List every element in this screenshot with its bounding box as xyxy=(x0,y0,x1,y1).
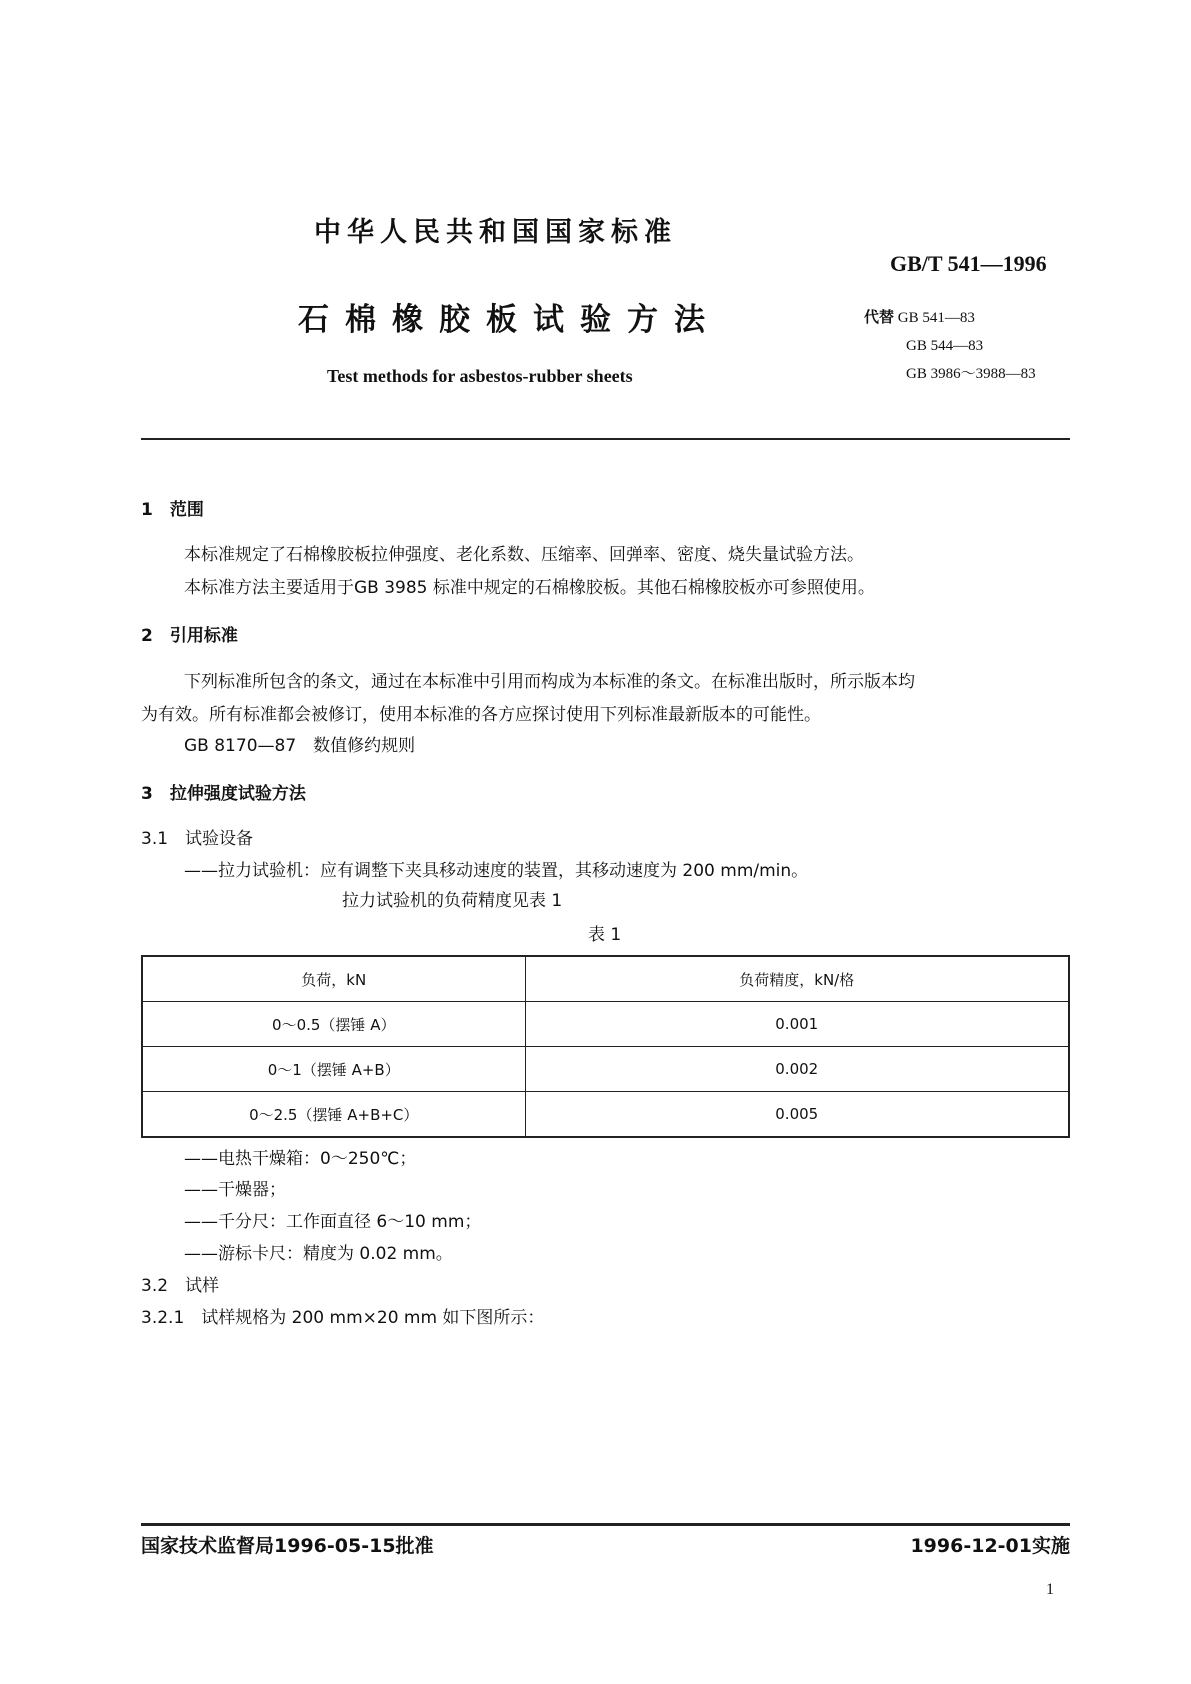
list-item: ——游标卡尺：精度为 0.02 mm。 xyxy=(184,1244,453,1264)
subsection-3-1: 3.1 试验设备 xyxy=(141,829,254,849)
section-3-heading: 3 拉伸强度试验方法 xyxy=(141,784,306,804)
table-row xyxy=(142,1002,1069,1047)
subsection-3-2-1: 3.2.1 试样规格为 200 mm×20 mm 如下图所示： xyxy=(141,1308,545,1328)
approval-date: 国家技术监督局1996-05-15批准 xyxy=(141,1535,434,1557)
table-header: 负荷，kN xyxy=(142,956,525,1002)
effective-date: 1996-12-01实施 xyxy=(910,1535,1070,1557)
table-caption: 表 1 xyxy=(588,925,622,945)
list-item: ——千分尺：工作面直径 6～10 mm； xyxy=(184,1212,482,1232)
table-cell: 0～0.5（摆锤 A） xyxy=(142,1002,525,1047)
paragraph: 本标准规定了石棉橡胶板拉伸强度、老化系数、压缩率、回弹率、密度、烧失量试验方法。 xyxy=(184,545,864,565)
replaces-line-3: GB 3986～3988—83 xyxy=(906,366,1036,382)
table-header-row xyxy=(142,956,1069,1002)
paragraph: 本标准方法主要适用于GB 3985 标准中规定的石棉橡胶板。其他石棉橡胶板亦可参照使用。 xyxy=(184,578,875,598)
table-row xyxy=(142,1047,1069,1092)
table-header: 负荷精度，kN/格 xyxy=(525,956,1069,1002)
list-item: ——拉力试验机：应有调整下夹具移动速度的装置，其移动速度为 200 mm/min。 xyxy=(184,861,809,881)
table-cell: 0～1（摆锤 A+B） xyxy=(142,1047,525,1092)
table-cell: 0.001 xyxy=(525,1002,1069,1047)
footer-divider xyxy=(141,1523,1070,1526)
list-item-note: 拉力试验机的负荷精度见表 1 xyxy=(342,891,563,911)
standard-number: GB/T 541—1996 xyxy=(890,251,1047,276)
replaces-line-1: 代替 GB 541—83 xyxy=(864,310,975,326)
reference-item: GB 8170—87 数值修约规则 xyxy=(184,736,416,756)
table-cell: 0.005 xyxy=(525,1092,1069,1138)
english-title: Test methods for asbestos-rubber sheets xyxy=(327,366,633,386)
paragraph: 下列标准所包含的条文，通过在本标准中引用而构成为本标准的条文。在标准出版时，所示版本均 xyxy=(184,672,915,692)
subsection-3-2: 3.2 试样 xyxy=(141,1276,220,1296)
paragraph: 为有效。所有标准都会被修订，使用本标准的各方应探讨使用下列标准最新版本的可能性。 xyxy=(141,705,821,725)
list-item: ——干燥器； xyxy=(184,1180,286,1200)
load-precision-table xyxy=(141,955,1070,1138)
document-title: 石棉橡胶板试验方法 xyxy=(298,302,721,338)
section-2-heading: 2 引用标准 xyxy=(141,626,238,646)
header-divider xyxy=(141,438,1070,440)
replaces-line-2: GB 544—83 xyxy=(906,338,984,354)
page-number: 1 xyxy=(1046,1581,1054,1598)
table-cell: 0.002 xyxy=(525,1047,1069,1092)
section-1-heading: 1 范围 xyxy=(141,500,204,520)
list-item: ——电热干燥箱：0～250℃； xyxy=(184,1149,417,1169)
org-title: 中华人民共和国国家标准 xyxy=(314,217,677,248)
table-row xyxy=(142,1092,1069,1138)
table-cell: 0～2.5（摆锤 A+B+C） xyxy=(142,1092,525,1138)
